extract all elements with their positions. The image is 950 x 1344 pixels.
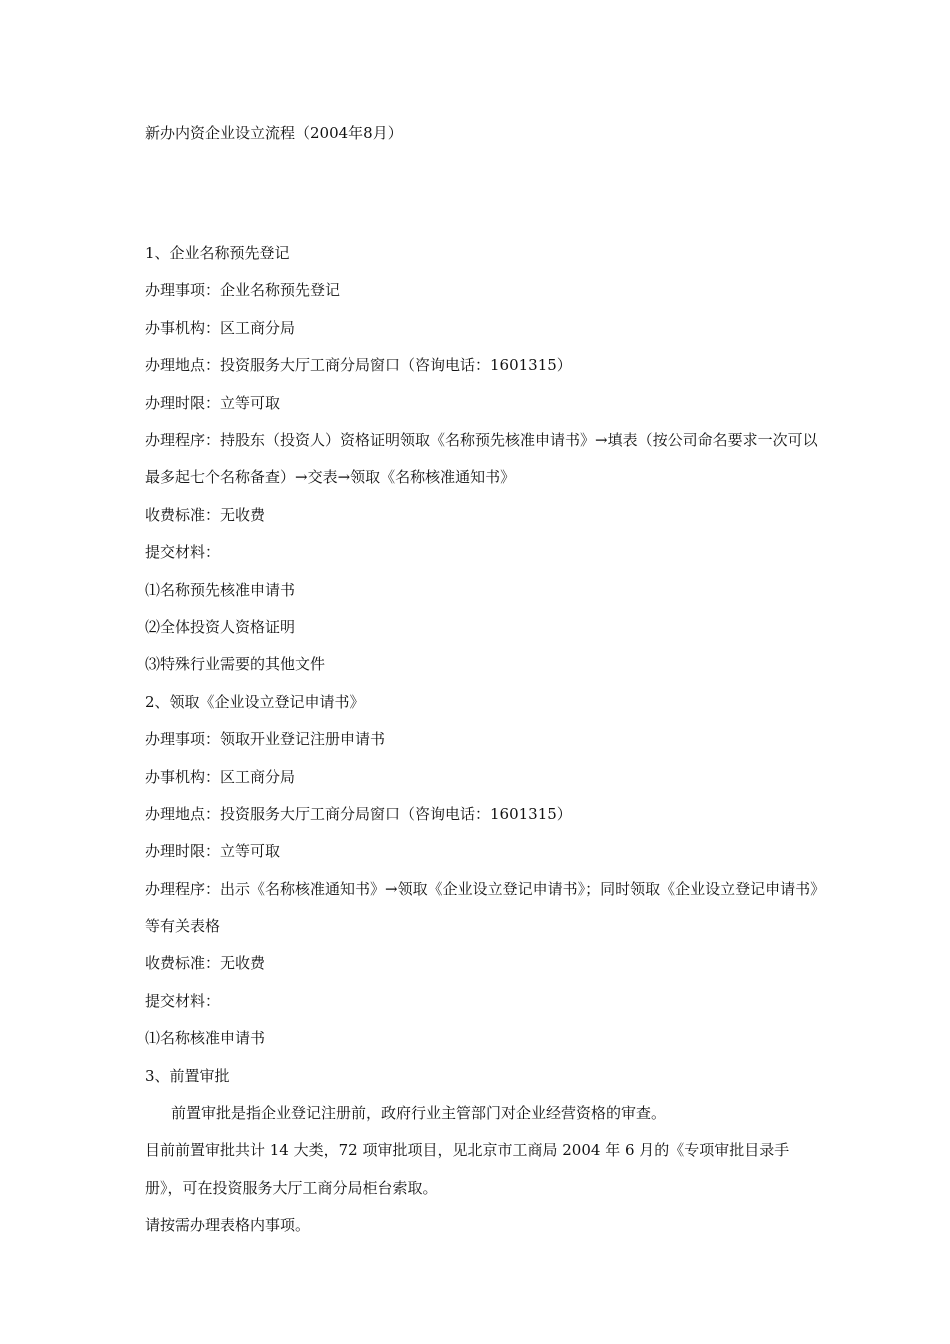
paragraph-line: 办理事项：领取开业登记注册申请书	[145, 730, 386, 749]
paragraph-line: 办理时限：立等可取	[145, 842, 281, 861]
paragraph-line: 办事机构：区工商分局	[145, 767, 296, 786]
paragraph-line: 收费标准：无收费	[145, 505, 266, 524]
paragraph-line: 办理地点：投资服务大厅工商分局窗口（咨询电话：1601315）	[145, 356, 572, 375]
paragraph-line: 办事机构：区工商分局	[145, 318, 296, 337]
paragraph-line: 提交材料：	[145, 543, 221, 562]
paragraph-line: 前置审批是指企业登记注册前，政府行业主管部门对企业经营资格的审查。	[171, 1104, 667, 1123]
section-heading: 3、前置审批	[145, 1066, 230, 1085]
paragraph-line: 办理时限：立等可取	[145, 393, 281, 412]
paragraph-line: 请按需办理表格内事项。	[145, 1216, 311, 1235]
paragraph-line: 目前前置审批共计 14 大类，72 项审批项目，见北京市工商局 2004 年 6 月的《专项审批目录手册》，可在投资服务大厅工商分局柜台索取。	[145, 1141, 790, 1197]
paragraph-line: 办理地点：投资服务大厅工商分局窗口（咨询电话：1601315）	[145, 804, 572, 823]
section-heading: 1、企业名称预先登记	[145, 244, 290, 262]
paragraph-line: 办理事项：企业名称预先登记	[145, 281, 341, 300]
list-item: ⑵全体投资人资格证明	[145, 617, 296, 636]
paragraph-line: 收费标准：无收费	[145, 954, 266, 973]
section-heading: 2、领取《企业设立登记申请书》	[145, 692, 365, 711]
document-body	[145, 235, 825, 1245]
document-title: 新办内资企业设立流程（2004年8月）	[145, 124, 403, 142]
paragraph-line: 提交材料：	[145, 991, 221, 1010]
list-item: ⑶特殊行业需要的其他文件	[145, 655, 326, 674]
paragraph-line: 办理程序：出示《名称核准通知书》→领取《企业设立登记申请书》；同时领取《企业设立登记申请书》等有关表格	[145, 879, 818, 936]
list-item: ⑴名称预先核准申请书	[145, 580, 296, 599]
list-item: ⑴名称核准申请书	[145, 1029, 266, 1048]
paragraph-line: 办理程序：持股东（投资人）资格证明领取《名称预先核准申请书》→填表（按公司命名要求一次可以最多起七个名称备查）→交表→领取《名称核准通知书》	[145, 430, 818, 487]
